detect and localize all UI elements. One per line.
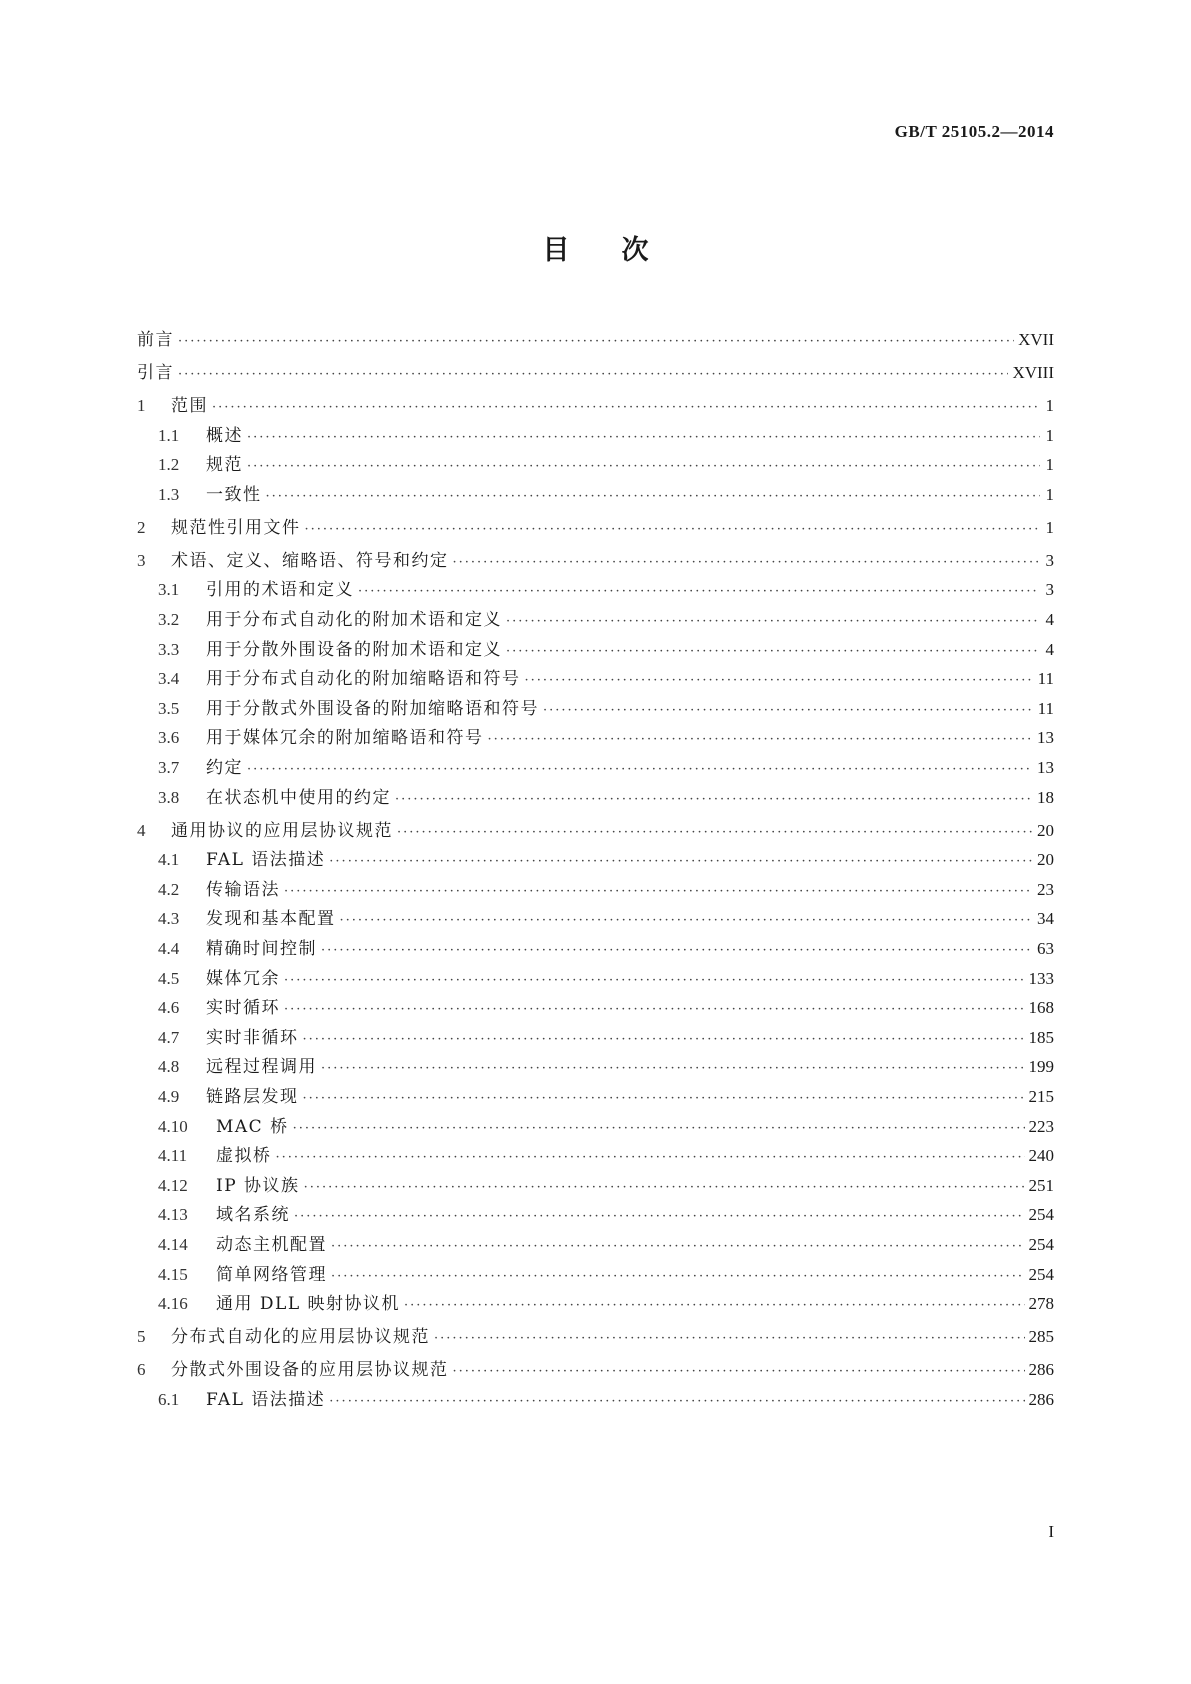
toc-entry-title: 分散式外围设备的应用层协议规范 (171, 1360, 449, 1381)
standard-number: GB/T 25105.2—2014 (894, 122, 1054, 141)
toc-title: 目次 (542, 235, 701, 266)
toc-entry-page: 240 (1028, 1146, 1054, 1166)
toc-entry-page: XVII (1018, 330, 1054, 349)
toc-dot-leader (305, 518, 1041, 542)
toc-entry-title: 前言 (137, 330, 174, 350)
toc-entry-title: 动态主机配置 (216, 1235, 327, 1255)
toc-entry[interactable] (137, 1085, 1054, 1109)
toc-entry-number: 3.8 (158, 787, 180, 807)
toc-entry[interactable] (137, 1026, 1054, 1050)
toc-entry-page: 223 (1028, 1116, 1054, 1136)
toc-entry-page: 254 (1028, 1235, 1054, 1254)
toc-entry-page: 18 (1037, 787, 1054, 807)
toc-entry-title: MAC 桥 (216, 1116, 289, 1137)
toc-entry-number: 3.4 (158, 669, 180, 689)
toc-dot-leader (404, 1294, 1024, 1318)
toc-entry-page: 251 (1028, 1175, 1054, 1195)
toc-entry-number: 4.16 (158, 1294, 188, 1314)
toc-entry-page: 185 (1028, 1027, 1054, 1047)
toc-entry-number: 4.10 (158, 1116, 188, 1136)
toc-entry-title: 通用协议的应用层协议规范 (171, 820, 393, 841)
toc-entry[interactable] (137, 453, 1054, 477)
toc-entry-page: 1 (1045, 455, 1054, 475)
toc-entry-page: 286 (1028, 1360, 1054, 1380)
toc-entry-page: 13 (1037, 758, 1054, 777)
toc-entry-page: 254 (1028, 1264, 1054, 1284)
toc-dot-leader (525, 669, 1034, 693)
toc-entry[interactable] (137, 638, 1054, 662)
toc-entry-number: 3.2 (158, 610, 180, 629)
toc-entry-title: 引言 (137, 363, 174, 383)
toc-dot-leader (294, 1205, 1025, 1229)
toc-dot-leader (178, 330, 1014, 354)
toc-entry-page: 1 (1045, 484, 1054, 504)
toc-dot-leader (340, 909, 1034, 933)
toc-entry-title: 用于媒体冗余的附加缩略语和符号 (206, 728, 484, 749)
toc-entry-title: 术语、定义、缩略语、符号和约定 (171, 550, 449, 571)
toc-entry-page: 4 (1045, 610, 1054, 629)
toc-entry[interactable] (137, 848, 1054, 872)
toc-entry-page: 20 (1037, 850, 1054, 870)
toc-entry[interactable] (137, 1233, 1054, 1257)
toc-entry-number: 4.9 (158, 1087, 180, 1106)
toc-entry-number: 4.5 (158, 968, 180, 988)
toc-entry[interactable] (137, 697, 1054, 721)
toc-entry-title: 用于分布式自动化的附加缩略语和符号 (206, 669, 521, 690)
toc-entry-page: 254 (1028, 1205, 1054, 1225)
toc-entry-number: 4.1 (158, 850, 180, 870)
toc-entry-page: 11 (1037, 669, 1054, 689)
toc-dot-leader (329, 850, 1033, 874)
toc-entry-page: XVIII (1012, 363, 1054, 382)
toc-dot-leader (488, 728, 1034, 752)
toc-entry[interactable] (137, 1388, 1054, 1412)
toc-entry-number: 3.1 (158, 580, 180, 600)
toc-dot-leader (543, 699, 1034, 723)
toc-entry[interactable] (137, 878, 1054, 902)
toc-entry[interactable] (137, 937, 1054, 961)
toc-dot-leader (506, 610, 1040, 634)
toc-entry[interactable] (137, 328, 1054, 352)
toc-entry-title: 用于分散式外围设备的附加缩略语和符号 (206, 698, 539, 719)
toc-entry-page: 1 (1045, 517, 1054, 537)
toc-entry-title: 引用的术语和定义 (206, 580, 354, 601)
toc-entry-number: 4.2 (158, 879, 180, 899)
toc-entry[interactable] (137, 786, 1054, 810)
toc-entry-title: 媒体冗余 (206, 968, 280, 989)
toc-dot-leader (453, 551, 1041, 575)
toc-entry-title: 链路层发现 (206, 1087, 299, 1107)
toc-entry-number: 2 (137, 517, 146, 537)
toc-entry-number: 4.14 (158, 1235, 188, 1254)
toc-entry-title: 分布式自动化的应用层协议规范 (171, 1327, 430, 1348)
toc-entry-title: 规范 (206, 455, 243, 476)
toc-dot-leader (304, 1176, 1025, 1200)
toc-entry-title: 虚拟桥 (216, 1146, 272, 1167)
toc-entry-number: 4.7 (158, 1027, 180, 1047)
page-number: I (1048, 1522, 1054, 1541)
toc-entry[interactable] (137, 1144, 1054, 1168)
toc-entry-page: 215 (1028, 1087, 1054, 1106)
toc-entry[interactable] (137, 549, 1054, 573)
toc-entry-title: FAL 语法描述 (206, 850, 326, 871)
toc-entry-number: 4.4 (158, 939, 180, 958)
toc-entry-number: 3.3 (158, 639, 180, 659)
toc-entry-number: 6 (137, 1360, 146, 1380)
toc-entry-title: 传输语法 (206, 879, 280, 900)
toc-dot-leader (395, 788, 1033, 812)
toc-entry-number: 3 (137, 550, 146, 570)
toc-dot-leader (331, 1265, 1025, 1289)
toc-entry[interactable] (137, 1263, 1054, 1287)
toc-entry-page: 20 (1037, 820, 1054, 840)
toc-entry-title: IP 协议族 (216, 1175, 300, 1196)
toc-entry-page: 199 (1028, 1057, 1054, 1077)
toc-entry[interactable] (137, 967, 1054, 991)
toc-entry-title: 范围 (171, 396, 208, 416)
toc-entry[interactable] (137, 578, 1054, 602)
toc-entry-number: 5 (137, 1327, 146, 1347)
toc-entry[interactable] (137, 361, 1054, 385)
toc-entry-title: 精确时间控制 (206, 939, 317, 959)
toc-dot-leader (212, 396, 1040, 420)
toc-entry-title: 实时非循环 (206, 1027, 299, 1048)
toc-entry-title: 在状态机中使用的约定 (206, 787, 391, 808)
toc-dot-leader (331, 1235, 1025, 1259)
toc-dot-leader (453, 1360, 1025, 1384)
toc-entry-page: 13 (1037, 728, 1054, 748)
toc-entry-title: 通用 DLL 映射协议机 (216, 1294, 401, 1315)
toc-entry-title: FAL 语法描述 (206, 1389, 326, 1410)
toc-dot-leader (358, 580, 1040, 604)
toc-dot-leader (293, 1117, 1025, 1141)
toc-entry-page: 4 (1045, 639, 1054, 659)
toc-entry-page: 168 (1028, 998, 1054, 1018)
toc-dot-leader (284, 969, 1025, 993)
toc-dot-leader (506, 640, 1040, 664)
toc-entry-title: 用于分布式自动化的附加术语和定义 (206, 610, 502, 630)
toc-entry-number: 1.1 (158, 425, 180, 445)
toc-entry-title: 用于分散外围设备的附加术语和定义 (206, 639, 502, 660)
toc-dot-leader (247, 426, 1040, 450)
toc-entry-page: 278 (1028, 1294, 1054, 1314)
toc-dot-leader (329, 1390, 1024, 1414)
toc-dot-leader (178, 363, 1008, 387)
toc-entry[interactable] (137, 516, 1054, 540)
toc-entry[interactable] (137, 1325, 1054, 1349)
toc-entry-number: 1.2 (158, 455, 180, 475)
toc-entry[interactable] (137, 756, 1054, 780)
toc-dot-leader (303, 1028, 1025, 1052)
toc-dot-leader (303, 1087, 1025, 1111)
toc-entry-number: 4.15 (158, 1264, 188, 1284)
toc-entry[interactable] (137, 667, 1054, 691)
toc-entry-title: 实时循环 (206, 998, 280, 1019)
toc-entry-page: 23 (1037, 879, 1054, 899)
toc-dot-leader (397, 821, 1033, 845)
toc-entry[interactable] (137, 394, 1054, 418)
toc-entry[interactable] (137, 1174, 1054, 1198)
toc-dot-leader (434, 1327, 1025, 1351)
toc-entry-page: 11 (1037, 698, 1054, 718)
toc-dot-leader (276, 1146, 1025, 1170)
toc-entry-number: 4.12 (158, 1175, 188, 1195)
toc-dot-leader (247, 455, 1040, 479)
toc-entry-number: 1 (137, 396, 146, 415)
toc-dot-leader (284, 998, 1025, 1022)
toc-entry-number: 3.7 (158, 758, 180, 777)
toc-entry-page: 285 (1028, 1327, 1054, 1347)
toc-entry-page: 3 (1045, 550, 1054, 570)
toc-entry[interactable] (137, 726, 1054, 750)
toc-entry-number: 4.8 (158, 1057, 180, 1077)
toc-entry[interactable] (137, 1203, 1054, 1227)
toc-entry-number: 4 (137, 820, 146, 840)
toc-entry-number: 4.11 (158, 1146, 188, 1166)
toc-entry-title: 概述 (206, 425, 243, 446)
toc-entry[interactable] (137, 1115, 1054, 1139)
toc-entry-page: 1 (1045, 396, 1054, 415)
toc-entry[interactable] (137, 819, 1054, 843)
toc-entry[interactable] (137, 996, 1054, 1020)
toc-entry-title: 发现和基本配置 (206, 909, 336, 930)
toc-entry-title: 规范性引用文件 (171, 517, 301, 538)
toc-dot-leader (266, 485, 1041, 509)
toc-entry[interactable] (137, 1358, 1054, 1382)
toc-entry-page: 286 (1028, 1389, 1054, 1409)
toc-dot-leader (247, 758, 1033, 782)
toc-entry-page: 3 (1045, 580, 1054, 600)
toc-entry-number: 6.1 (158, 1389, 180, 1409)
toc-entry-page: 63 (1037, 939, 1054, 958)
toc-entry[interactable] (137, 1292, 1054, 1316)
toc-dot-leader (284, 880, 1033, 904)
toc-entry[interactable] (137, 1055, 1054, 1079)
toc-entry[interactable] (137, 424, 1054, 448)
toc-dot-leader (321, 939, 1033, 963)
toc-entry-page: 1 (1045, 425, 1054, 445)
toc-entry[interactable] (137, 608, 1054, 632)
toc-entry-page: 133 (1028, 968, 1054, 988)
toc-entry-number: 3.5 (158, 698, 180, 718)
toc-entry[interactable] (137, 483, 1054, 507)
toc-entry-number: 4.13 (158, 1205, 188, 1225)
toc-entry-title: 简单网络管理 (216, 1264, 327, 1285)
toc-entry-number: 4.3 (158, 909, 180, 929)
toc-entry-title: 一致性 (206, 484, 262, 505)
toc-dot-leader (321, 1057, 1025, 1081)
toc-entry-number: 4.6 (158, 998, 180, 1018)
toc-entry[interactable] (137, 907, 1054, 931)
toc-entry-title: 远程过程调用 (206, 1057, 317, 1078)
toc-entry-title: 约定 (206, 758, 243, 778)
toc-entry-number: 3.6 (158, 728, 180, 748)
toc-entry-title: 域名系统 (216, 1205, 290, 1226)
toc-entry-page: 34 (1037, 909, 1054, 929)
toc-entry-number: 1.3 (158, 484, 180, 504)
